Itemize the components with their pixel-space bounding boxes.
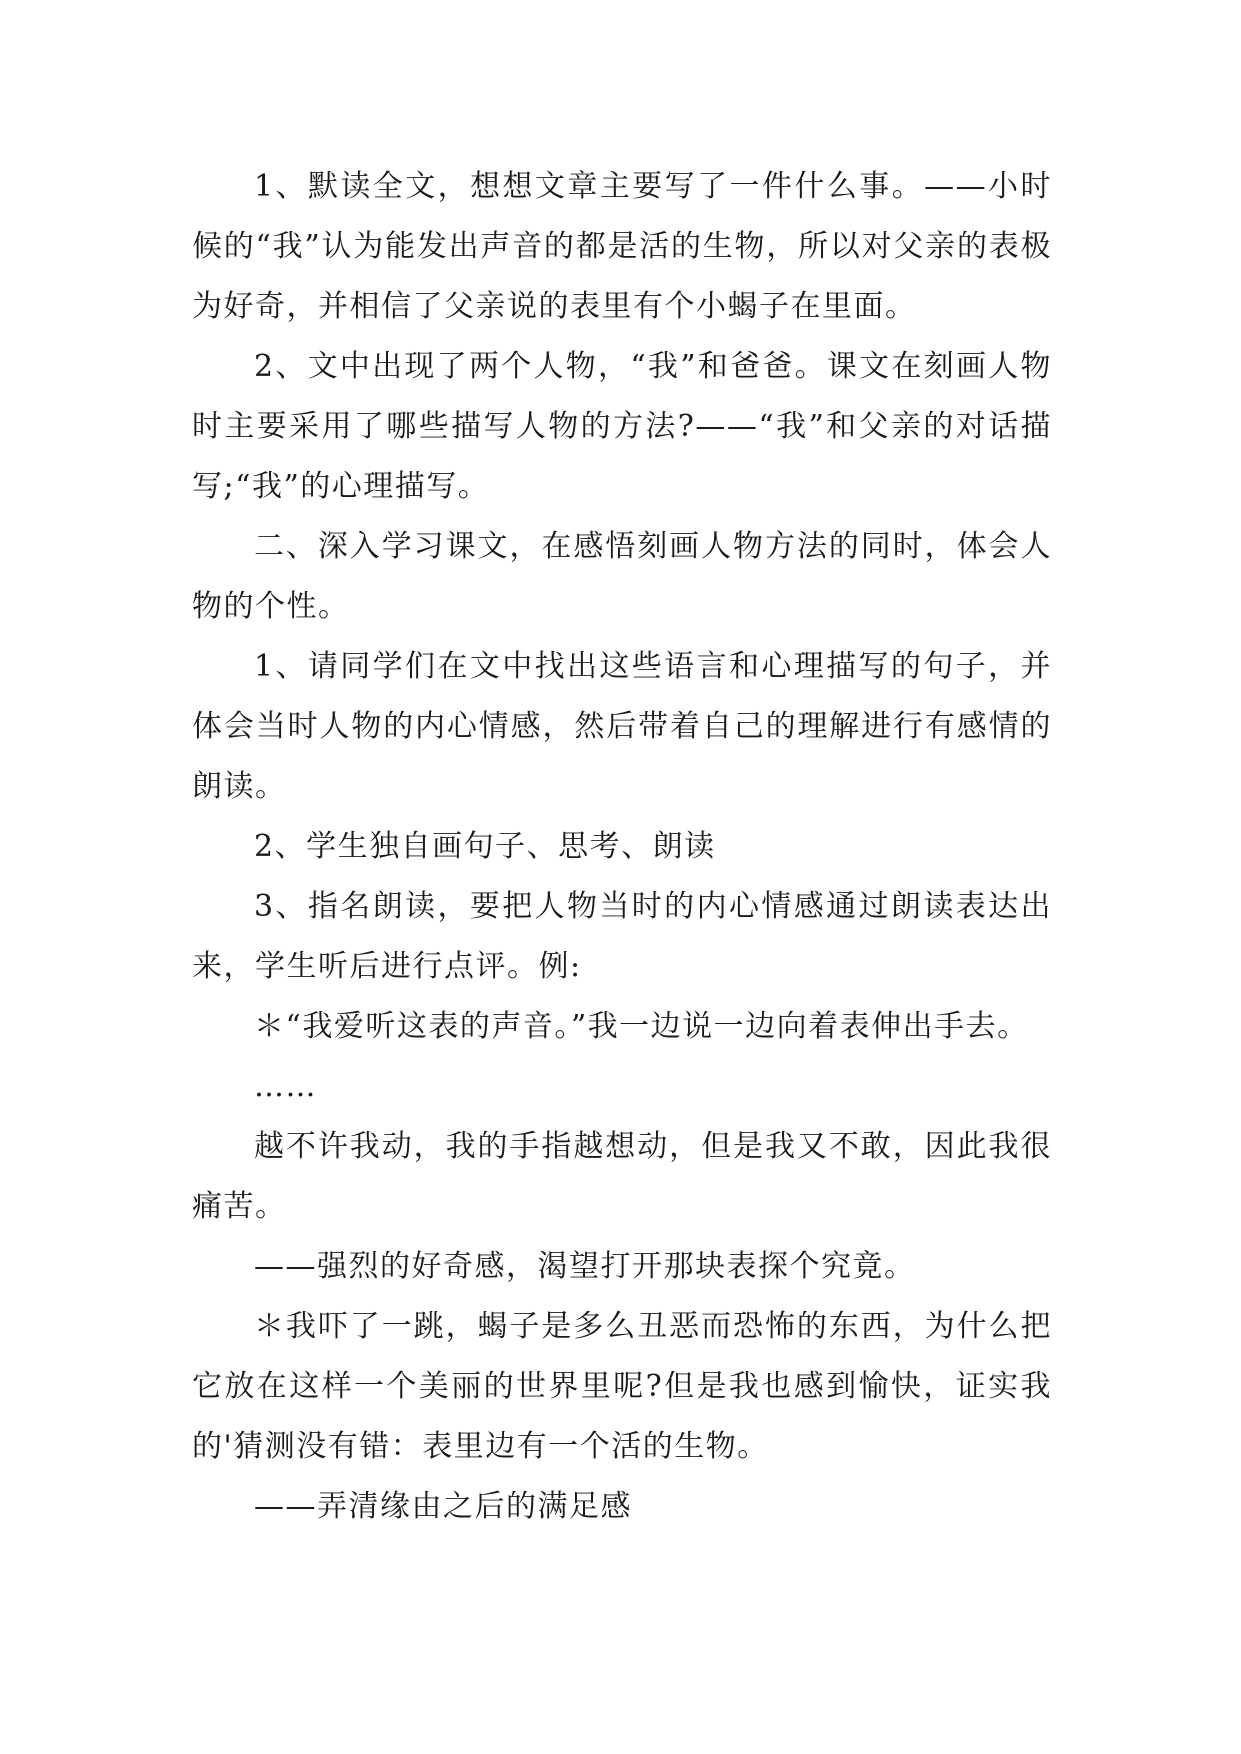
paragraph-7: ＊“我爱听这表的声音。”我一边说一边向着表伸出手去。 [254, 1009, 1029, 1044]
paragraph-1: 1、默读全文，想想文章主要写了一件什么事。——小时候的“我”认为能发出声音的都是活的生物，所以对父亲的表极为好奇，并相信了父亲说的表里有个小蝎子在里面。 [192, 169, 1052, 324]
paragraph-8: …… [254, 1069, 317, 1104]
paragraph-6: 3、指名朗读，要把人物当时的内心情感通过朗读表达出来，学生听后进行点评。例: [192, 889, 1052, 984]
paragraph-5: 2、学生独自画句子、思考、朗读 [254, 829, 716, 864]
paragraph-4: 1、请同学们在文中找出这些语言和心理描写的句子，并体会当时人物的内心情感，然后带着自己的理解进行有感情的朗读。 [192, 649, 1052, 804]
paragraph-3: 二、深入学习课文，在感悟刻画人物方法的同时，体会人物的个性。 [192, 529, 1052, 624]
paragraph-10: ——强烈的好奇感，渴望打开那块表探个究竟。 [254, 1249, 916, 1284]
paragraph-12: ——弄清缘由之后的满足感 [254, 1489, 632, 1524]
paragraph-9: 越不许我动，我的手指越想动，但是我又不敢，因此我很痛苦。 [192, 1129, 1052, 1224]
paragraph-11: ＊我吓了一跳，蝎子是多么丑恶而恐怖的东西，为什么把它放在这样一个美丽的世界里呢?但是我也感到愉快，证实我的'猜测没有错：表里边有一个活的生物。 [192, 1309, 1052, 1464]
document-body [192, 157, 1052, 1537]
paragraph-2: 2、文中出现了两个人物，“我”和爸爸。课文在刻画人物时主要采用了哪些描写人物的方法?——“我”和父亲的对话描写;“我”的心理描写。 [192, 349, 1052, 504]
